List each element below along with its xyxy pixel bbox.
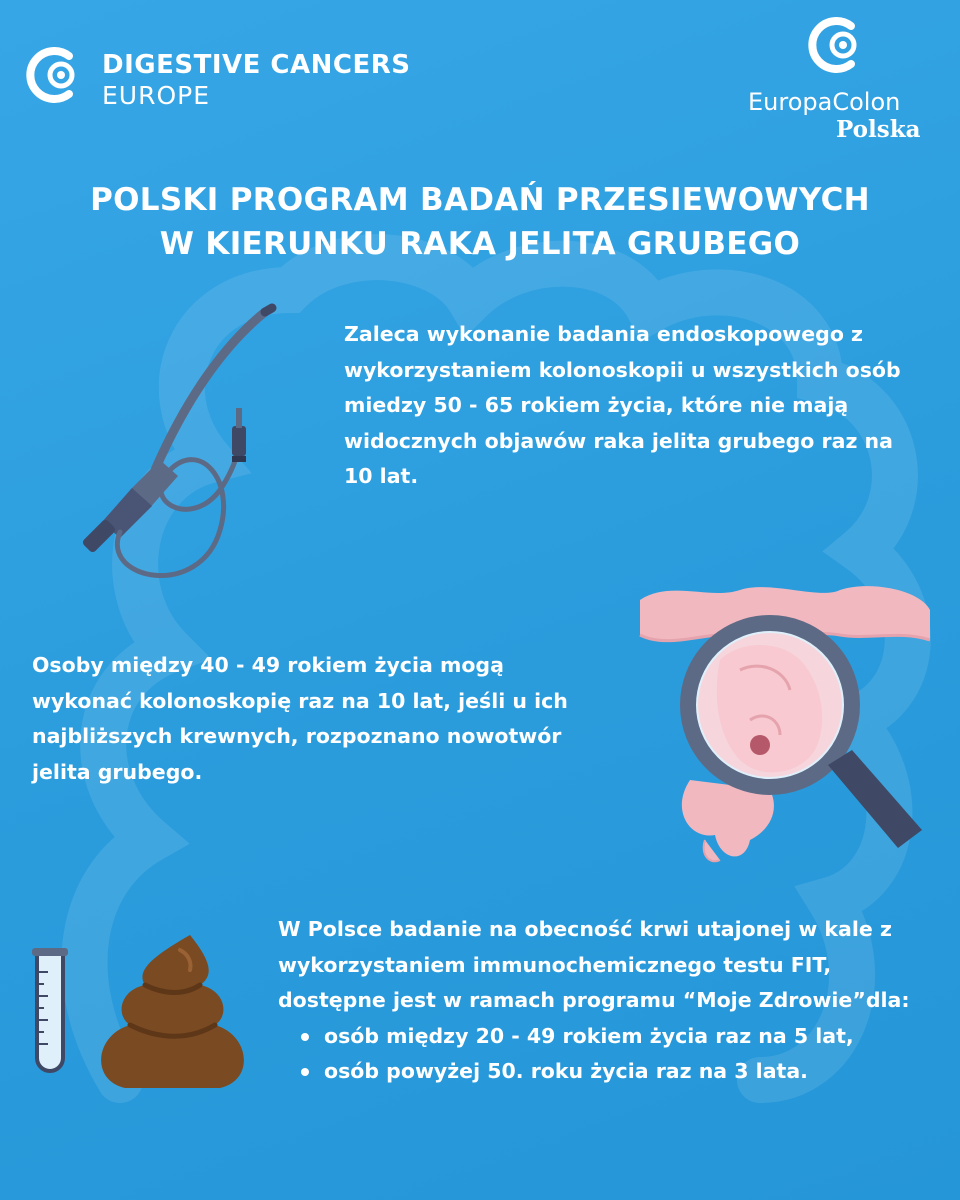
dce-sub: EUROPE bbox=[102, 81, 211, 110]
europacolon-name: EuropaColon bbox=[748, 88, 901, 116]
page-title bbox=[40, 178, 920, 266]
title-line-1: POLSKI PROGRAM BADAŃ PRZESIEWOWYCH bbox=[90, 182, 870, 218]
title-line-2: W KIERUNKU RAKA JELITA GRUBEGO bbox=[159, 226, 801, 262]
stool-icon bbox=[90, 930, 260, 1100]
section-3-bullets bbox=[298, 1019, 938, 1090]
section-1-text: Zaleca wykonanie badania endoskopowego z wykorzystaniem kolonoskopii u wszystkich osób miedzy 50 - 65 rokiem życia, które nie mają widocznych objawów raka jelita grubego raz na 10 lat. bbox=[344, 322, 901, 488]
section-3-text bbox=[278, 912, 938, 1090]
list-item: osób między 20 - 49 rokiem życia raz na 5 lat, bbox=[298, 1019, 938, 1055]
section-2-text: Osoby między 40 - 49 rokiem życia mogą wykonać kolonoskopię raz na 10 lat, jeśli u ich najbliższych krewnych, rozpoznano nowotwór jelita grubego. bbox=[32, 653, 568, 784]
section-3-intro: W Polsce badanie na obecność krwi utajonej w kale z wykorzystaniem immunochemicznego testu FIT, dostępne jest w ramach programu “Moje Zdrowie”dla: bbox=[278, 917, 910, 1012]
digestive-cancers-europe-logo bbox=[24, 42, 424, 112]
europacolon-sub: Polska bbox=[836, 116, 921, 143]
endoscope-icon bbox=[60, 300, 290, 590]
europacolon-c-icon bbox=[806, 12, 868, 78]
list-item: osób powyżej 50. roku życia raz na 3 lata. bbox=[298, 1054, 938, 1090]
test-tube-icon bbox=[28, 948, 72, 1078]
dce-name: DIGESTIVE CANCERS bbox=[102, 50, 411, 80]
europacolon-polska-logo bbox=[740, 12, 940, 152]
magnifier-colon-icon bbox=[630, 580, 930, 880]
dce-c-icon bbox=[24, 42, 86, 108]
